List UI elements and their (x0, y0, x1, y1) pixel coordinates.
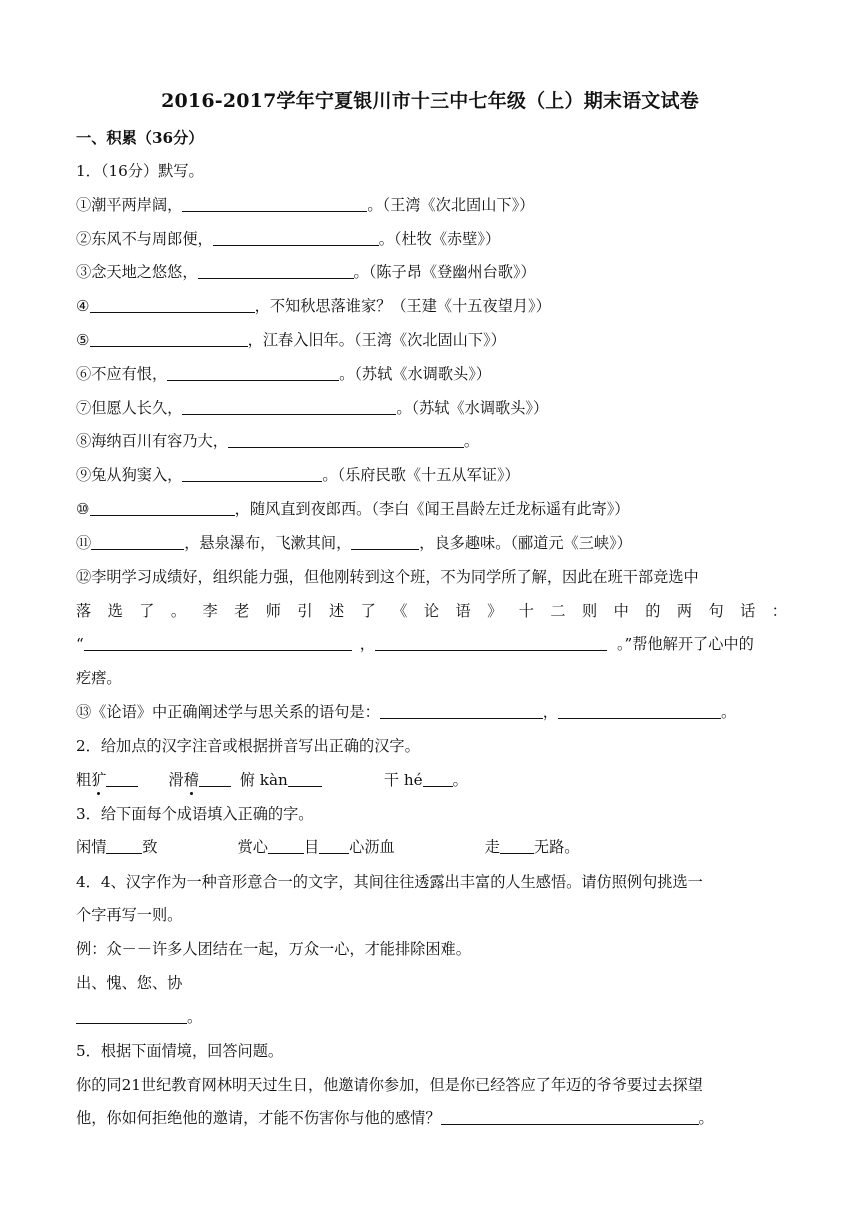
q1-item-4 (76, 296, 551, 316)
answer-blank[interactable] (90, 297, 255, 313)
question-3-heading: 3．给下面每个成语填入正确的字。 (76, 805, 314, 823)
q1-item-11 (76, 533, 632, 553)
item-text: ，随风直到夜郎西。（李白《闻王昌龄左迁龙标遥有此寄》） (234, 500, 630, 518)
item-text: ⑨兔从狗窦入， (76, 466, 183, 484)
item-text: 。（王湾《次北固山下》） (367, 196, 535, 214)
answer-blank[interactable] (106, 771, 138, 787)
char: 了 (360, 602, 376, 620)
answer-blank[interactable] (91, 534, 184, 550)
question-5-line2 (76, 1108, 714, 1128)
item-text: 。 (698, 1109, 714, 1127)
question-4-answer (76, 1007, 202, 1027)
item-text: 。 (720, 703, 737, 721)
item-text: 赏心 (237, 838, 268, 856)
item-text: ①潮平两岸阔， (76, 196, 183, 214)
item-text: 。（陈子昂《登幽州台歌》） (353, 263, 536, 281)
question-4-example: 例：众－－许多人团结在一起，万众一心，才能排除困难。 (76, 940, 471, 958)
char: 选 (107, 602, 123, 620)
answer-blank[interactable] (106, 838, 142, 854)
item-text: 。（杜牧《赤壁》） (378, 230, 501, 248)
item-text: ⑥不应有恨， (76, 365, 168, 383)
item-text: 滑 (168, 771, 184, 789)
answer-blank[interactable] (182, 196, 367, 212)
q1-item-12-line3 (76, 634, 754, 654)
answer-blank[interactable] (423, 771, 453, 787)
answer-blank[interactable] (558, 703, 721, 719)
item-text: 心沥血 (349, 838, 395, 856)
q1-item-7 (76, 398, 548, 418)
question-3-items (76, 837, 579, 857)
item-text: ⑦但愿人长久， (76, 399, 183, 417)
question-4-chars: 出、愧、您、协 (76, 974, 183, 992)
item-text: 俯 kàn (239, 771, 288, 789)
char: 中 (613, 602, 629, 620)
item-text: 粗 (76, 771, 92, 789)
item-text: 。 (463, 432, 480, 450)
item-text: ③念天地之悠悠， (76, 263, 198, 281)
item-text: 。（苏轼《水调歌头》） (396, 399, 549, 417)
item-text: 走 (484, 838, 500, 856)
char: 句 (708, 602, 724, 620)
answer-blank[interactable] (167, 365, 339, 381)
answer-blank[interactable] (182, 399, 396, 415)
char: 语 (455, 602, 471, 620)
question-2-items (76, 770, 468, 790)
char: 二 (550, 602, 566, 620)
char: 述 (329, 602, 345, 620)
item-text: ⑪ (76, 534, 92, 552)
char: 李 (202, 602, 218, 620)
q1-item-10 (76, 499, 630, 519)
item-text: 他，你如何拒绝他的邀请，才能不伤害你与他的感情？ (76, 1109, 441, 1127)
char: 两 (676, 602, 693, 620)
question-4-line1: 4．4、汉字作为一种音形意合一的文字，其间往往透露出丰富的人生感悟。请仿照例句挑选一 (76, 873, 703, 891)
item-text: ， (542, 703, 558, 721)
answer-blank[interactable] (84, 635, 352, 651)
answer-blank[interactable] (90, 500, 235, 516)
q1-item-2 (76, 229, 500, 249)
answer-blank[interactable] (441, 1109, 699, 1125)
item-text: 。 (452, 771, 468, 789)
item-text: ，良多趣味。（郦道元《三峡》） (419, 534, 632, 552)
q1-item-8 (76, 431, 479, 451)
item-text: ⑤ (76, 331, 90, 349)
question-1-heading: 1．（16分）默写。 (76, 162, 204, 180)
item-text: 闲情 (76, 838, 107, 856)
q1-item-3 (76, 262, 536, 282)
item-text: ④ (76, 297, 90, 315)
char: 十 (518, 602, 534, 620)
item-text: ⑩ (76, 500, 90, 518)
q1-item-5 (76, 330, 506, 350)
char: 》 (487, 602, 503, 620)
char: 《 (392, 602, 408, 620)
char: 了 (139, 602, 155, 620)
item-text: 无路。 (533, 838, 580, 856)
char: 则 (582, 602, 598, 620)
item-text: 。 (187, 1008, 203, 1026)
dotted-char: 犷 (91, 771, 107, 789)
char: 的 (645, 602, 661, 620)
char: 引 (297, 602, 313, 620)
item-text: ⑬《论语》中正确阐述学与思关系的语句是： (76, 703, 380, 721)
char: 老 (234, 602, 250, 620)
question-5-heading: 5．根据下面情境，回答问题。 (76, 1042, 284, 1060)
answer-blank[interactable] (288, 771, 322, 787)
item-text: ，江春入旧年。（王湾《次北固山下》） (247, 331, 506, 349)
item-text: ⑧海纳百川有容乃大， (76, 432, 228, 450)
answer-blank[interactable] (213, 230, 379, 246)
answer-blank[interactable] (351, 534, 419, 550)
answer-blank[interactable] (375, 635, 607, 651)
answer-blank[interactable] (319, 838, 349, 854)
q1-item-9 (76, 465, 520, 485)
char: 师 (265, 602, 281, 620)
item-text: 。（乐府民歌《十五从军证》） (322, 466, 520, 484)
item-text: ， (359, 635, 375, 653)
item-text: ②东风不与周郎便， (76, 230, 213, 248)
answer-blank[interactable] (199, 771, 231, 787)
question-4-line2: 个字再写一则。 (76, 906, 183, 924)
char: 话 (740, 602, 756, 620)
item-text: 目 (303, 838, 320, 856)
dotted-char: 稽 (183, 771, 199, 789)
item-text: 致 (142, 838, 158, 856)
q1-item-12-line2 (76, 601, 787, 621)
item-text: ，不知秋思落谁家？（王建《十五夜望月》） (254, 297, 551, 315)
answer-blank[interactable] (182, 466, 322, 482)
item-text: 。”帮他解开了心中的 (616, 635, 754, 653)
item-text: 干 hé (383, 771, 423, 789)
item-text: “ (76, 635, 84, 653)
page-title: 2016-2017学年宁夏银川市十三中七年级（上）期末语文试卷 (161, 90, 699, 112)
question-2-heading: 2．给加点的汉字注音或根据拼音写出正确的汉字。 (76, 737, 420, 755)
answer-blank[interactable] (268, 838, 304, 854)
item-text: ，悬泉瀑布，飞漱其间， (184, 534, 352, 552)
char: 论 (423, 602, 440, 620)
answer-blank[interactable] (500, 838, 534, 854)
answer-blank[interactable] (90, 331, 248, 347)
question-5-line1: 你的同21世纪教育网林明天过生日，他邀请你参加，但是你已经答应了年迈的爷爷要过去探望 (76, 1076, 703, 1094)
q1-item-12-line4: 疙瘩。 (76, 669, 122, 687)
item-text: 。（苏轼《水调歌头》） (339, 365, 491, 383)
section-heading: 一、积累（36分） (76, 129, 204, 147)
answer-blank[interactable] (228, 432, 464, 448)
char: ： (771, 602, 787, 620)
answer-blank[interactable] (380, 703, 543, 719)
char: 。 (170, 602, 187, 620)
answer-blank[interactable] (198, 263, 354, 279)
char: 落 (76, 602, 92, 620)
q1-item-12-line1: ⑫李明学习成绩好，组织能力强，但他刚转到这个班，不为同学所了解，因此在班干部竞选中 (76, 568, 699, 586)
q1-item-13 (76, 702, 736, 722)
q1-item-6 (76, 364, 491, 384)
q1-item-1 (76, 195, 534, 215)
answer-blank[interactable] (76, 1008, 187, 1024)
